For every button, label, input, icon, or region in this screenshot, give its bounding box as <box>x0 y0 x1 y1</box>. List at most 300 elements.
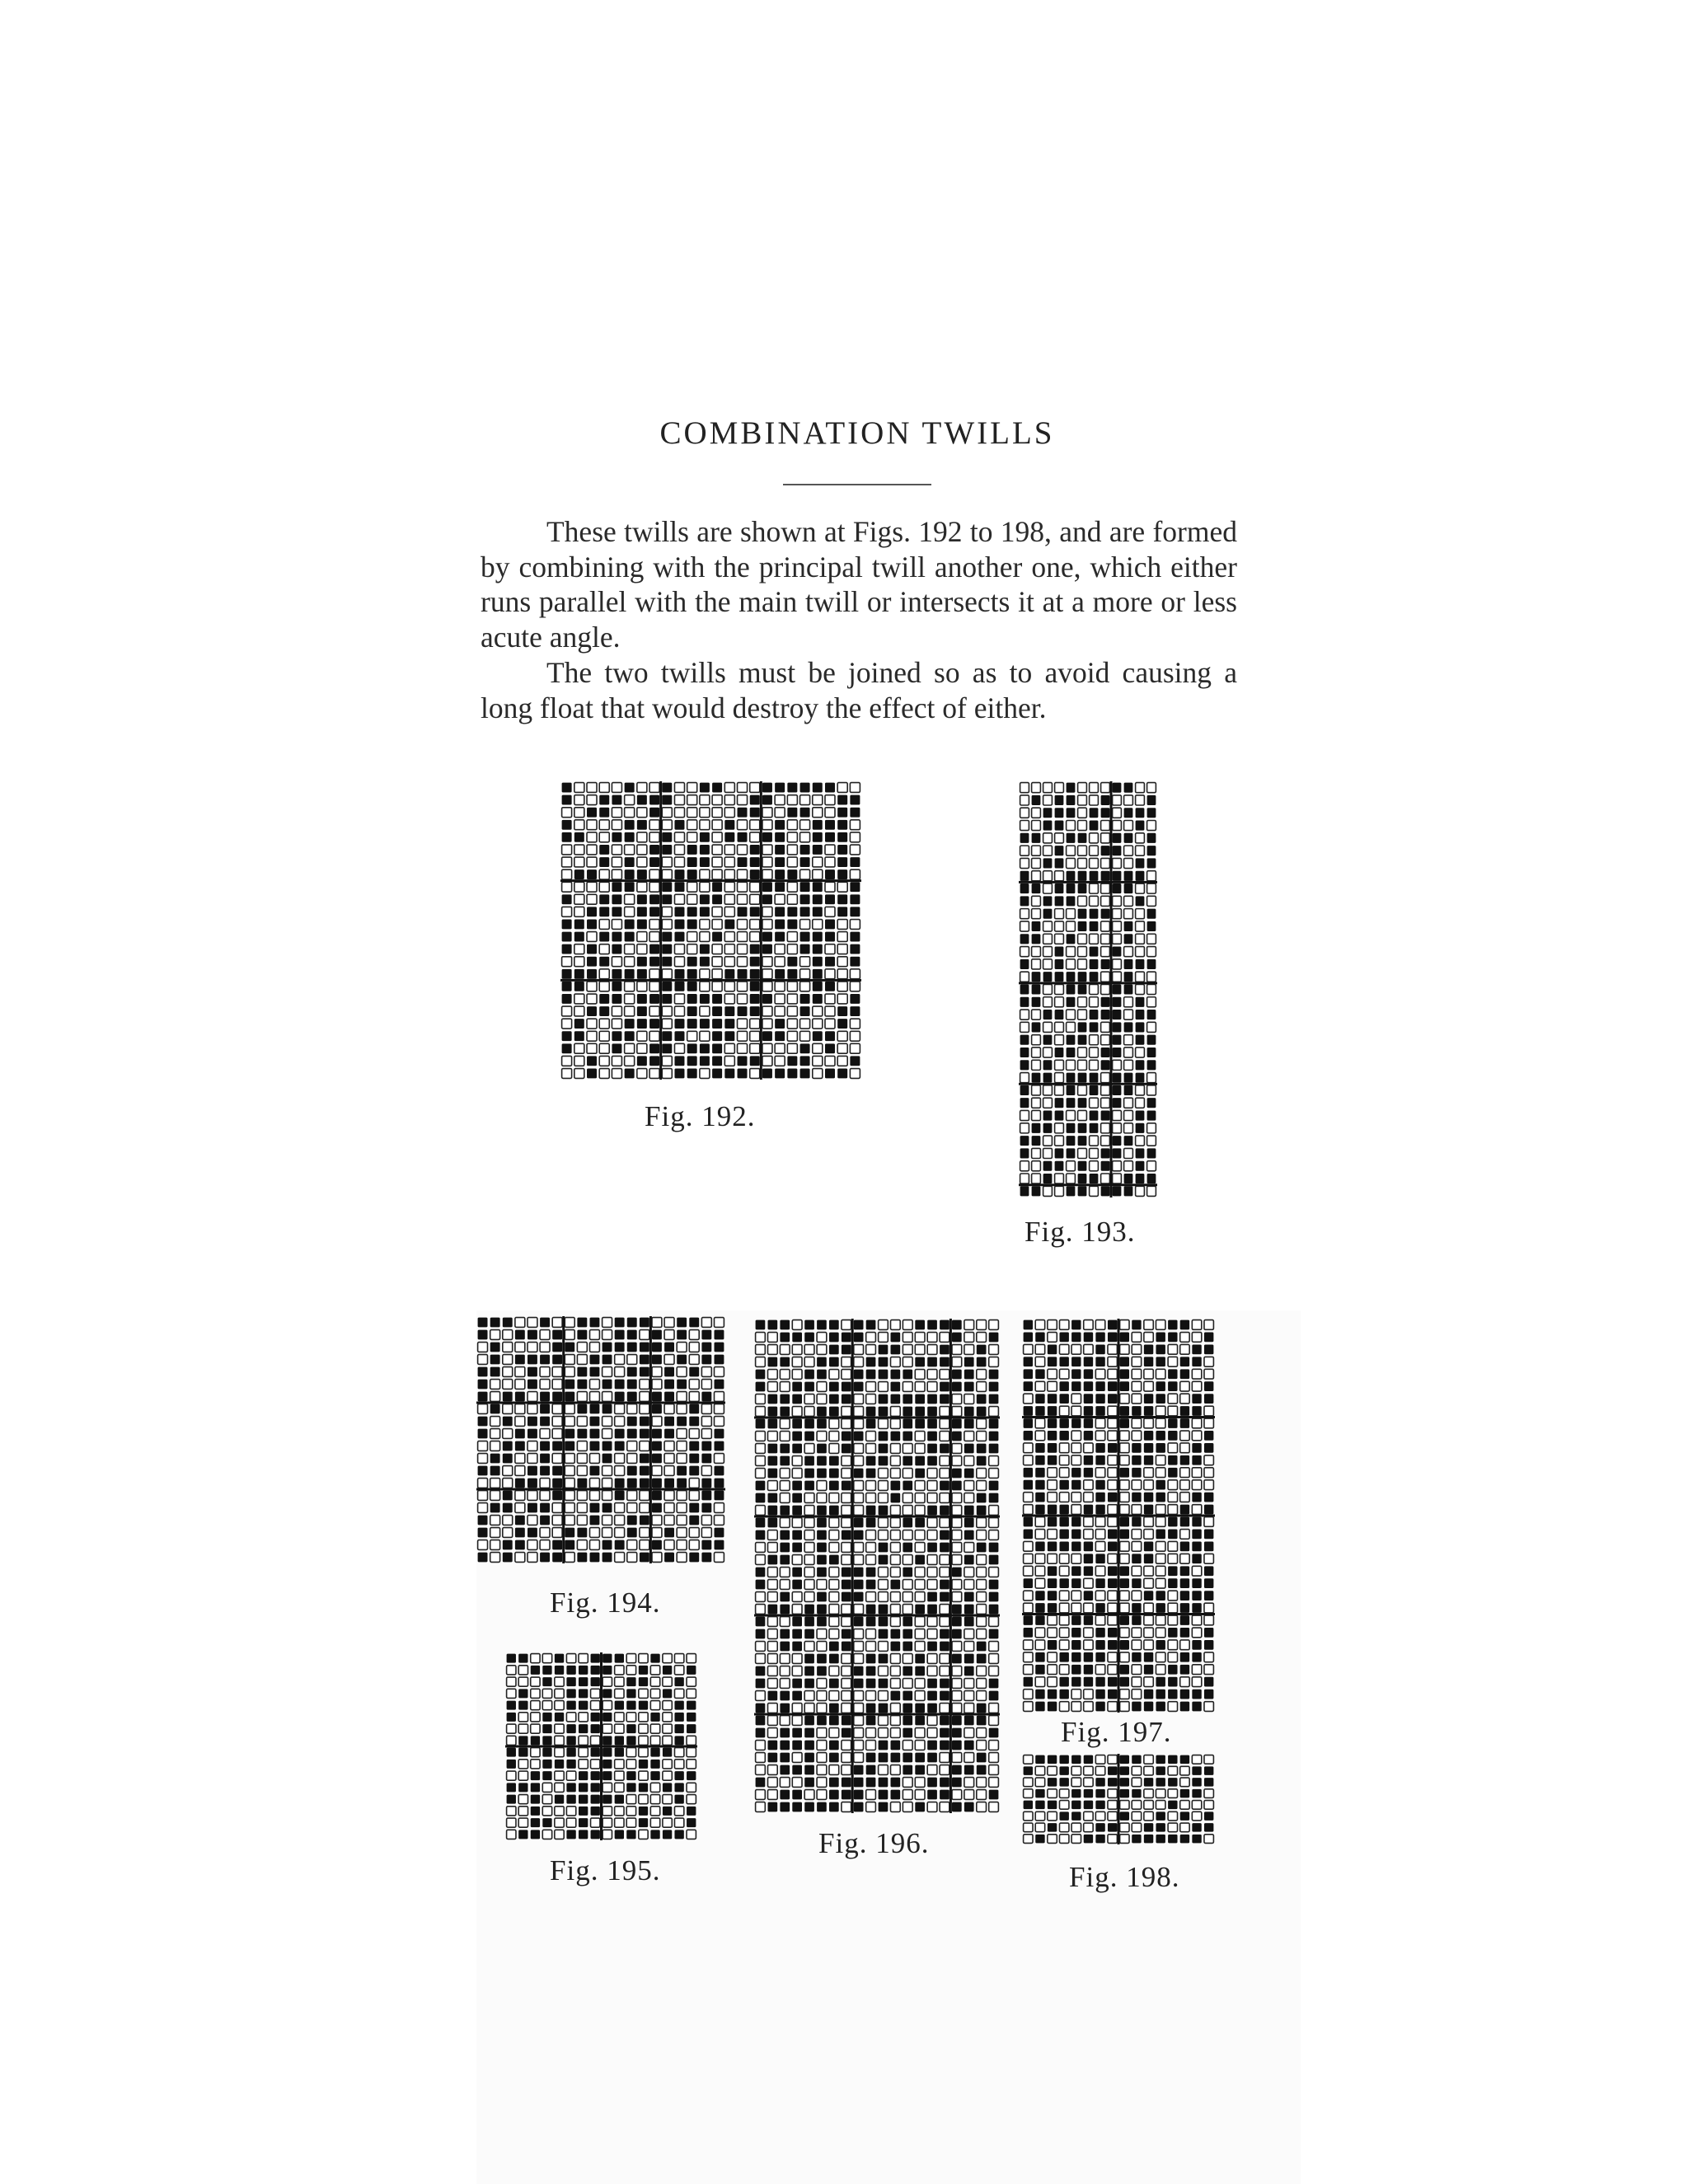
weft-cell <box>664 1516 674 1526</box>
weft-cell <box>531 1760 540 1769</box>
warp-raiser-cell <box>662 994 672 1004</box>
warp-raiser-cell <box>817 1568 827 1577</box>
warp-raiser-cell <box>1124 934 1133 944</box>
weft-cell <box>1136 833 1145 843</box>
warp-raiser-cell <box>1067 1123 1076 1133</box>
warp-raiser-cell <box>1108 1530 1117 1540</box>
weft-cell <box>677 1404 687 1414</box>
weft-cell <box>639 1736 648 1745</box>
weft-cell <box>842 1419 851 1429</box>
warp-raiser-cell <box>1095 1789 1104 1798</box>
weft-cell <box>854 1394 864 1404</box>
weft-cell <box>1059 1823 1068 1832</box>
warp-raiser-cell <box>780 1765 790 1775</box>
weft-cell <box>768 1617 778 1627</box>
weft-cell <box>866 1382 876 1392</box>
weft-cell <box>574 882 584 892</box>
warp-raiser-cell <box>792 1394 802 1404</box>
warp-raiser-cell <box>940 1592 950 1602</box>
weft-cell <box>587 820 597 830</box>
weft-cell <box>1120 1443 1129 1453</box>
warp-raiser-cell <box>1180 1615 1189 1625</box>
weft-cell <box>663 1677 672 1686</box>
weft-cell <box>915 1432 925 1441</box>
weft-cell <box>1147 1136 1156 1146</box>
warp-raiser-cell <box>528 1429 537 1439</box>
weft-cell <box>649 920 659 930</box>
warp-raiser-cell <box>1192 1344 1201 1354</box>
warp-raiser-cell <box>700 1019 710 1029</box>
weft-cell <box>1020 858 1029 868</box>
warp-raiser-cell <box>612 907 621 916</box>
warp-raiser-cell <box>652 1330 662 1340</box>
weft-cell <box>1059 1615 1068 1625</box>
warp-raiser-cell <box>850 857 860 867</box>
weft-cell <box>813 1019 823 1029</box>
warp-raiser-cell <box>927 1432 937 1441</box>
weft-cell <box>927 1580 937 1590</box>
warp-raiser-cell <box>829 1555 839 1565</box>
warp-raiser-cell <box>1192 1578 1201 1588</box>
weft-cell <box>587 845 597 855</box>
warp-raiser-cell <box>1032 1136 1041 1146</box>
warp-raiser-cell <box>652 1429 662 1439</box>
warp-raiser-cell <box>1095 1493 1104 1502</box>
warp-raiser-cell <box>1180 1578 1189 1588</box>
weft-cell <box>850 869 860 879</box>
warp-raiser-cell <box>879 1654 889 1664</box>
weft-cell <box>1147 1085 1156 1095</box>
weft-cell <box>1120 1702 1129 1712</box>
warp-raiser-cell <box>940 1716 950 1726</box>
warp-raiser-cell <box>780 1741 790 1750</box>
warp-raiser-cell <box>792 1382 802 1392</box>
warp-raiser-cell <box>1059 1690 1068 1699</box>
weft-cell <box>854 1506 864 1516</box>
warp-raiser-cell <box>1084 1455 1093 1465</box>
weft-cell <box>792 1666 802 1676</box>
warp-raiser-cell <box>750 869 760 879</box>
warp-raiser-cell <box>842 1530 851 1540</box>
weft-cell <box>952 1444 962 1454</box>
warp-raiser-cell <box>817 1357 827 1367</box>
weft-cell <box>1067 821 1076 831</box>
weft-cell <box>1032 1035 1041 1045</box>
weft-cell <box>842 1493 851 1503</box>
weft-cell <box>1113 1161 1122 1171</box>
warp-raiser-cell <box>804 1741 814 1750</box>
weft-cell <box>503 1367 513 1377</box>
warp-raiser-cell <box>1095 1357 1104 1366</box>
weft-cell <box>490 1330 500 1340</box>
weft-cell <box>566 1771 575 1780</box>
warp-raiser-cell <box>1067 896 1076 906</box>
weft-cell <box>804 1357 814 1367</box>
weft-cell <box>1132 1480 1141 1490</box>
weft-cell <box>715 1318 724 1328</box>
warp-raiser-cell <box>813 994 823 1004</box>
weft-cell <box>787 944 797 954</box>
weft-cell <box>540 1491 550 1501</box>
warp-raiser-cell <box>813 944 823 954</box>
weft-cell <box>1124 1110 1133 1120</box>
warp-raiser-cell <box>478 1380 488 1390</box>
warp-raiser-cell <box>712 894 722 904</box>
warp-raiser-cell <box>715 1330 724 1340</box>
warp-raiser-cell <box>1090 959 1099 969</box>
weft-cell <box>515 1367 525 1377</box>
warp-raiser-cell <box>1180 1835 1189 1844</box>
warp-raiser-cell <box>915 1419 925 1429</box>
weft-cell <box>627 1441 637 1451</box>
warp-raiser-cell <box>515 1330 525 1340</box>
warp-raiser-cell <box>756 1580 766 1590</box>
warp-raiser-cell <box>837 845 847 855</box>
warp-raiser-cell <box>879 1778 889 1788</box>
weft-cell <box>701 1466 711 1476</box>
warp-raiser-cell <box>599 1006 609 1016</box>
weft-cell <box>1084 1320 1093 1330</box>
warp-raiser-cell <box>952 1728 962 1738</box>
warp-raiser-cell <box>780 1790 790 1800</box>
weft-cell <box>927 1765 937 1775</box>
weft-cell <box>626 1654 635 1663</box>
warp-raiser-cell <box>515 1479 525 1488</box>
warp-raiser-cell <box>1192 1517 1201 1527</box>
weft-cell <box>1071 1394 1081 1404</box>
weft-cell <box>1132 1357 1141 1366</box>
warp-raiser-cell <box>792 1506 802 1516</box>
warp-raiser-cell <box>639 1760 648 1769</box>
weft-cell <box>528 1454 537 1464</box>
weft-cell <box>687 1677 696 1686</box>
weft-cell <box>964 1543 974 1553</box>
weft-cell <box>879 1568 889 1577</box>
warp-raiser-cell <box>1204 1823 1213 1832</box>
weft-cell <box>804 1530 814 1540</box>
warp-raiser-cell <box>652 1503 662 1513</box>
weft-cell <box>1120 1394 1129 1404</box>
warp-raiser-cell <box>792 1617 802 1627</box>
weft-cell <box>1144 1468 1153 1478</box>
weft-cell <box>989 1654 999 1664</box>
weft-cell <box>1048 1530 1057 1540</box>
warp-raiser-cell <box>1055 1148 1064 1158</box>
warp-raiser-cell <box>562 894 572 904</box>
weft-cell <box>637 857 647 867</box>
warp-raiser-cell <box>599 857 609 867</box>
weft-cell <box>817 1765 827 1775</box>
weft-cell <box>599 869 609 879</box>
weft-cell <box>677 1540 687 1550</box>
warp-raiser-cell <box>989 1419 999 1429</box>
warp-raiser-cell <box>652 1355 662 1365</box>
warp-raiser-cell <box>829 1333 839 1343</box>
weft-cell <box>813 808 823 818</box>
warp-raiser-cell <box>599 845 609 855</box>
warp-raiser-cell <box>952 1333 962 1343</box>
warp-raiser-cell <box>756 1568 766 1577</box>
warp-raiser-cell <box>879 1444 889 1454</box>
weft-cell <box>587 832 597 842</box>
warp-raiser-cell <box>627 1516 637 1526</box>
warp-raiser-cell <box>663 1807 672 1816</box>
warp-raiser-cell <box>964 1407 974 1417</box>
warp-raiser-cell <box>639 1677 648 1686</box>
warp-raiser-cell <box>701 1392 711 1402</box>
weft-cell <box>817 1642 827 1652</box>
warp-raiser-cell <box>738 808 748 818</box>
warp-raiser-cell <box>587 808 597 818</box>
weft-cell <box>1101 783 1110 793</box>
weft-cell <box>1048 1615 1057 1625</box>
weft-cell <box>891 1728 901 1738</box>
weft-cell <box>800 982 810 991</box>
weft-cell <box>879 1642 889 1652</box>
warp-raiser-cell <box>640 1553 649 1563</box>
warp-raiser-cell <box>940 1543 950 1553</box>
weft-cell <box>591 1818 600 1827</box>
weft-cell <box>927 1345 937 1355</box>
weft-cell <box>701 1404 711 1414</box>
weft-cell <box>940 1617 950 1627</box>
warp-raiser-cell <box>662 932 672 942</box>
weft-cell <box>689 1392 699 1402</box>
weft-cell <box>989 1357 999 1367</box>
warp-raiser-cell <box>590 1466 600 1476</box>
warp-raiser-cell <box>652 1404 662 1414</box>
weft-cell <box>866 1790 876 1800</box>
weft-cell <box>712 795 722 805</box>
warp-raiser-cell <box>1192 1554 1201 1563</box>
warp-raiser-cell <box>540 1466 550 1476</box>
warp-raiser-cell <box>854 1679 864 1689</box>
weft-cell <box>817 1382 827 1392</box>
warp-raiser-cell <box>1067 871 1076 881</box>
warp-raiser-cell <box>1101 1110 1110 1120</box>
warp-raiser-cell <box>1032 921 1041 931</box>
warp-raiser-cell <box>590 1553 600 1563</box>
weft-cell <box>652 1466 662 1476</box>
weft-cell <box>813 1069 823 1079</box>
warp-raiser-cell <box>792 1679 802 1689</box>
warp-raiser-cell <box>903 1617 912 1627</box>
weft-cell <box>829 1605 839 1615</box>
warp-raiser-cell <box>587 969 597 979</box>
warp-raiser-cell <box>540 1417 550 1427</box>
weft-cell <box>915 1642 925 1652</box>
warp-raiser-cell <box>1120 1381 1129 1391</box>
weft-cell <box>977 1802 987 1812</box>
warp-raiser-cell <box>800 907 810 916</box>
warp-raiser-cell <box>674 1701 683 1710</box>
warp-raiser-cell <box>1059 1578 1068 1588</box>
warp-raiser-cell <box>1156 1530 1165 1540</box>
warp-raiser-cell <box>1059 1677 1068 1687</box>
weft-cell <box>1048 1628 1057 1638</box>
warp-raiser-cell <box>804 1419 814 1429</box>
warp-raiser-cell <box>756 1493 766 1503</box>
warp-raiser-cell <box>528 1479 537 1488</box>
warp-raiser-cell <box>1084 1381 1093 1391</box>
weft-cell <box>891 1407 901 1417</box>
weft-cell <box>756 1605 766 1615</box>
warp-raiser-cell <box>603 1503 612 1513</box>
weft-cell <box>701 1367 711 1377</box>
warp-raiser-cell <box>792 1530 802 1540</box>
weft-cell <box>756 1469 766 1479</box>
warp-raiser-cell <box>1078 1035 1087 1045</box>
warp-raiser-cell <box>854 1568 864 1577</box>
weft-cell <box>562 1069 572 1079</box>
warp-raiser-cell <box>1120 1778 1129 1787</box>
weft-cell <box>531 1701 540 1710</box>
warp-raiser-cell <box>531 1736 540 1745</box>
warp-raiser-cell <box>687 1056 697 1066</box>
warp-raiser-cell <box>579 1689 588 1698</box>
weft-cell <box>674 894 684 904</box>
weft-cell <box>1204 1789 1213 1798</box>
weft-cell <box>649 932 659 942</box>
weft-cell <box>603 1701 612 1710</box>
weft-cell <box>1132 1394 1141 1404</box>
warp-raiser-cell <box>866 1357 876 1367</box>
warp-raiser-cell <box>1048 1517 1057 1527</box>
weft-cell <box>891 1654 901 1664</box>
warp-raiser-cell <box>565 1441 574 1451</box>
warp-raiser-cell <box>817 1617 827 1627</box>
weft-cell <box>724 869 734 879</box>
weft-cell <box>927 1493 937 1503</box>
weft-cell <box>715 1367 724 1377</box>
weft-cell <box>940 1493 950 1503</box>
warp-raiser-cell <box>837 1069 847 1079</box>
warp-raiser-cell <box>555 1795 564 1804</box>
weft-cell <box>1059 1320 1068 1330</box>
weft-cell <box>903 1345 912 1355</box>
warp-raiser-cell <box>1120 1578 1129 1588</box>
weft-cell <box>804 1506 814 1516</box>
warp-raiser-cell <box>612 1043 621 1053</box>
weft-cell <box>1136 984 1145 994</box>
weft-cell <box>989 1469 999 1479</box>
weft-cell <box>599 1043 609 1053</box>
warp-raiser-cell <box>640 1367 649 1377</box>
warp-raiser-cell <box>577 1330 587 1340</box>
weft-cell <box>1101 1022 1110 1032</box>
warp-raiser-cell <box>552 1553 562 1563</box>
weft-cell <box>490 1528 500 1538</box>
warp-raiser-cell <box>964 1506 974 1516</box>
weft-cell <box>792 1345 802 1355</box>
weft-cell <box>637 944 647 954</box>
weft-cell <box>1124 1123 1133 1133</box>
weft-cell <box>612 1056 621 1066</box>
weft-cell <box>915 1679 925 1689</box>
warp-raiser-cell <box>1020 896 1029 906</box>
warp-raiser-cell <box>800 1006 810 1016</box>
weft-cell <box>565 1516 574 1526</box>
weft-cell <box>762 869 772 879</box>
warp-raiser-cell <box>603 1771 612 1780</box>
weft-cell <box>1132 1640 1141 1650</box>
weft-cell <box>565 1454 574 1464</box>
warp-raiser-cell <box>854 1382 864 1392</box>
weft-cell <box>813 795 823 805</box>
weft-cell <box>1024 1554 1033 1563</box>
warp-raiser-cell <box>780 1753 790 1763</box>
weft-cell <box>989 1765 999 1775</box>
weft-cell <box>792 1456 802 1466</box>
warp-raiser-cell <box>768 1518 778 1528</box>
warp-raiser-cell <box>664 1380 674 1390</box>
weft-cell <box>1032 808 1041 818</box>
weft-cell <box>664 1466 674 1476</box>
warp-raiser-cell <box>689 1441 699 1451</box>
weft-cell <box>915 1629 925 1639</box>
weft-cell <box>639 1771 648 1780</box>
warp-raiser-cell <box>518 1748 528 1757</box>
warp-raiser-cell <box>837 1006 847 1016</box>
warp-raiser-cell <box>1024 1333 1033 1343</box>
weft-cell <box>700 795 710 805</box>
weft-cell <box>879 1493 889 1503</box>
weft-cell <box>1168 1766 1177 1775</box>
warp-raiser-cell <box>1095 1628 1104 1638</box>
weft-cell <box>915 1543 925 1553</box>
warp-raiser-cell <box>687 1069 697 1079</box>
warp-raiser-cell <box>687 1701 696 1710</box>
warp-raiser-cell <box>1090 972 1099 982</box>
warp-raiser-cell <box>1071 1357 1081 1366</box>
warp-raiser-cell <box>1124 972 1133 982</box>
weft-cell <box>854 1753 864 1763</box>
weft-cell <box>1084 1480 1093 1490</box>
warp-raiser-cell <box>1035 1755 1044 1765</box>
weft-cell <box>1204 1702 1213 1712</box>
weft-cell <box>689 1343 699 1352</box>
warp-raiser-cell <box>1067 1035 1076 1045</box>
warp-raiser-cell <box>915 1320 925 1330</box>
warp-raiser-cell <box>1043 1174 1053 1183</box>
warp-raiser-cell <box>1120 1665 1129 1675</box>
weft-cell <box>689 1429 699 1439</box>
weft-cell <box>662 907 672 916</box>
weft-cell <box>625 957 635 967</box>
warp-raiser-cell <box>677 1330 687 1340</box>
weft-cell <box>1071 1778 1081 1787</box>
weft-cell <box>940 1605 950 1615</box>
warp-raiser-cell <box>952 1432 962 1441</box>
warp-raiser-cell <box>792 1580 802 1590</box>
weft-cell <box>1090 795 1099 805</box>
weft-cell <box>787 1019 797 1029</box>
warp-raiser-cell <box>762 894 772 904</box>
warp-raiser-cell <box>1059 1333 1068 1343</box>
warp-raiser-cell <box>591 1748 600 1757</box>
weft-cell <box>662 1006 672 1016</box>
weft-cell <box>599 944 609 954</box>
warp-raiser-cell <box>1048 1690 1057 1699</box>
weft-cell <box>1147 821 1156 831</box>
warp-raiser-cell <box>662 882 672 892</box>
warp-raiser-cell <box>903 1642 912 1652</box>
warp-raiser-cell <box>977 1753 987 1763</box>
weft-cell <box>507 1689 516 1698</box>
weft-cell <box>756 1456 766 1466</box>
warp-raiser-cell <box>590 1417 600 1427</box>
warp-raiser-cell <box>829 1778 839 1788</box>
